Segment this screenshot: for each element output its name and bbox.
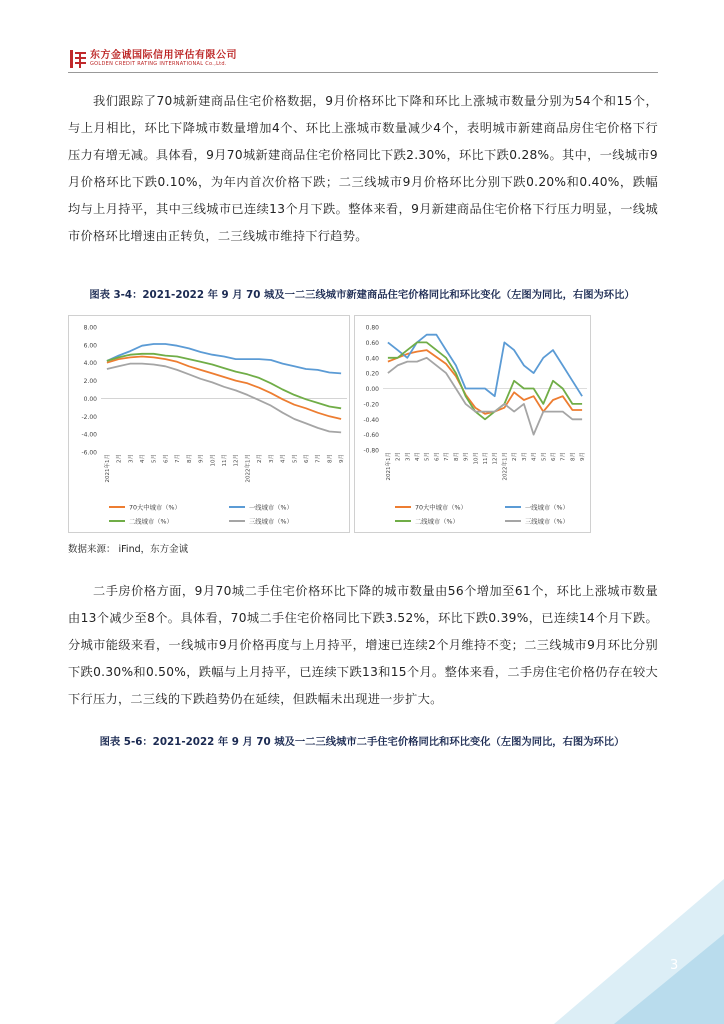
x-tick-label: 6月 bbox=[434, 452, 441, 461]
x-tick-label: 6月 bbox=[304, 454, 310, 463]
legend-label: 三线城市（%） bbox=[249, 518, 293, 526]
page-number: 3 bbox=[670, 958, 679, 973]
x-tick-label: 8月 bbox=[570, 452, 577, 461]
x-tick-label: 9月 bbox=[198, 454, 205, 463]
y-tick-label: 8.00 bbox=[83, 324, 97, 332]
y-tick-label: 0.40 bbox=[365, 355, 379, 363]
y-tick-label: 4.00 bbox=[83, 360, 97, 368]
x-tick-label: 5月 bbox=[292, 454, 299, 463]
y-tick-label: 0.00 bbox=[83, 395, 97, 403]
legend-label: 一线城市（%） bbox=[525, 504, 569, 512]
x-tick-label: 2月 bbox=[512, 452, 519, 461]
x-tick-label: 8月 bbox=[453, 452, 460, 461]
series-line-3 bbox=[388, 358, 582, 435]
figure-caption-5-6: 图表 5-6：2021-2022 年 9 月 70 城及一二三线城市二手住宅价格同比和环比变化（左图为同比，右图为环比） bbox=[99, 736, 625, 748]
x-tick-label: 2月 bbox=[395, 452, 402, 461]
x-tick-label: 7月 bbox=[444, 452, 451, 461]
chart-yoy-new-homes bbox=[68, 315, 350, 533]
x-tick-label: 2021年1月 bbox=[104, 454, 111, 483]
x-tick-label: 2021年1月 bbox=[385, 452, 392, 481]
paragraph-new-homes: 我们跟踪了70城新建商品住宅价格数据，9月价格环比下降和环比上涨城市数量分别为54个和15个，与上月相比，环比下降城市数量增加4个、环比上涨城市数量减少4个，表明城市新建商品房住宅价格下行压力有增无减。具体看，9月70城新建商品住宅价格同比下跌2.30%，环比下跌0.28%。其中，一线城市9月价格环比下跌0.10%，为年内首次价格下跌；二三线城市9月价格环比分别下跌0.20%和0.40%，跌幅均与上月持平，其中三线城市已连续13个月下跌。整体来看，9月新建商品住宅价格下行压力明显，一线城市价格环比增速由正转负，二三线城市维持下行趋势。 bbox=[68, 94, 658, 243]
x-tick-label: 4月 bbox=[280, 454, 287, 463]
x-tick-label: 2022年1月 bbox=[245, 454, 252, 483]
legend-label: 一线城市（%） bbox=[249, 504, 293, 512]
company-logo bbox=[70, 50, 86, 68]
series-line-3 bbox=[107, 364, 341, 433]
x-tick-label: 4月 bbox=[531, 452, 538, 461]
series-line-2 bbox=[388, 342, 582, 419]
x-tick-label: 5月 bbox=[541, 452, 548, 461]
x-tick-label: 12月 bbox=[233, 454, 240, 467]
x-tick-label: 6月 bbox=[551, 452, 557, 461]
paragraph-second-hand: 二手房价格方面，9月70城二手住宅价格环比下降的城市数量由56个增加至61个，环比上涨城市数量由13个减少至8个。具体看，70城二手住宅价格同比下跌3.52%，环比下跌0.39%，已连续14个月下跌。分城市能级来看，一线城市9月价格再度与上月持平，增速已连续2个月维持不变；二三线城市9月环比分别下跌0.30%和0.50%，跌幅与上月持平，已连续下跌13和15个月。整体来看，二手房住宅价格仍存在较大下行压力，二三线的下跌趋势仍在延续，但跌幅未出现进一步扩大。 bbox=[68, 584, 658, 706]
legend-label: 三线城市（%） bbox=[525, 518, 569, 526]
chart-mom-new-homes bbox=[354, 315, 591, 533]
legend-label: 二线城市（%） bbox=[129, 518, 173, 526]
figure-caption-3-4: 图表 3-4：2021-2022 年 9 月 70 城及一二三线城市新建商品住宅价格同比和环比变化（左图为同比，右图为环比） bbox=[89, 289, 635, 301]
x-tick-label: 9月 bbox=[339, 454, 346, 463]
x-tick-label: 10月 bbox=[210, 454, 217, 467]
y-tick-label: -4.00 bbox=[81, 431, 97, 439]
header-divider bbox=[68, 72, 658, 73]
legend-label: 二线城市（%） bbox=[415, 518, 459, 526]
y-tick-label: 0.00 bbox=[365, 386, 379, 393]
series-line-1 bbox=[388, 335, 582, 397]
series-line-2 bbox=[107, 354, 341, 409]
x-tick-label: 3月 bbox=[405, 452, 412, 461]
x-tick-label: 8月 bbox=[186, 454, 193, 463]
y-tick-label: -0.80 bbox=[363, 447, 379, 455]
x-tick-label: 11月 bbox=[222, 454, 228, 467]
x-tick-label: 4月 bbox=[140, 454, 146, 463]
x-tick-label: 3月 bbox=[521, 452, 528, 461]
y-tick-label: 2.00 bbox=[83, 378, 97, 386]
x-tick-label: 5月 bbox=[424, 452, 431, 461]
x-tick-label: 8月 bbox=[327, 454, 334, 463]
y-tick-label: -6.00 bbox=[81, 449, 97, 457]
x-tick-label: 3月 bbox=[128, 454, 135, 463]
y-tick-label: 0.60 bbox=[365, 339, 379, 347]
x-tick-label: 4月 bbox=[415, 452, 421, 461]
x-tick-label: 2月 bbox=[116, 454, 123, 463]
y-tick-label: 0.20 bbox=[365, 370, 379, 378]
y-tick-label: -2.00 bbox=[81, 413, 97, 421]
x-tick-label: 9月 bbox=[463, 452, 470, 461]
company-name-cn: 东方金诚国际信用评估有限公司 bbox=[90, 50, 237, 61]
y-tick-label: 6.00 bbox=[83, 342, 97, 350]
x-tick-label: 6月 bbox=[163, 454, 170, 463]
y-tick-label: -0.20 bbox=[363, 401, 379, 409]
y-tick-label: -0.60 bbox=[363, 432, 379, 440]
company-name-en: GOLDEN CREDIT RATING INTERNATIONAL Co.,Ltd. bbox=[90, 61, 227, 67]
data-source: 数据来源： iFind，东方金诚 bbox=[68, 544, 189, 555]
x-tick-label: 7月 bbox=[175, 454, 182, 463]
x-tick-label: 11月 bbox=[483, 452, 489, 465]
x-tick-label: 7月 bbox=[560, 452, 567, 461]
x-tick-label: 2022年1月 bbox=[502, 452, 509, 481]
corner-decoration bbox=[554, 879, 724, 1024]
page-header bbox=[70, 50, 237, 68]
y-tick-label: -0.40 bbox=[363, 416, 379, 424]
x-tick-label: 2月 bbox=[257, 454, 264, 463]
legend-label: 70大中城市（%） bbox=[129, 504, 181, 512]
legend-label: 70大中城市（%） bbox=[415, 504, 467, 512]
x-tick-label: 7月 bbox=[315, 454, 322, 463]
x-tick-label: 9月 bbox=[580, 452, 587, 461]
series-line-0 bbox=[107, 357, 341, 420]
x-tick-label: 10月 bbox=[473, 452, 480, 465]
x-tick-label: 12月 bbox=[492, 452, 499, 465]
x-tick-label: 5月 bbox=[151, 454, 158, 463]
x-tick-label: 3月 bbox=[268, 454, 275, 463]
y-tick-label: 0.80 bbox=[365, 324, 379, 332]
